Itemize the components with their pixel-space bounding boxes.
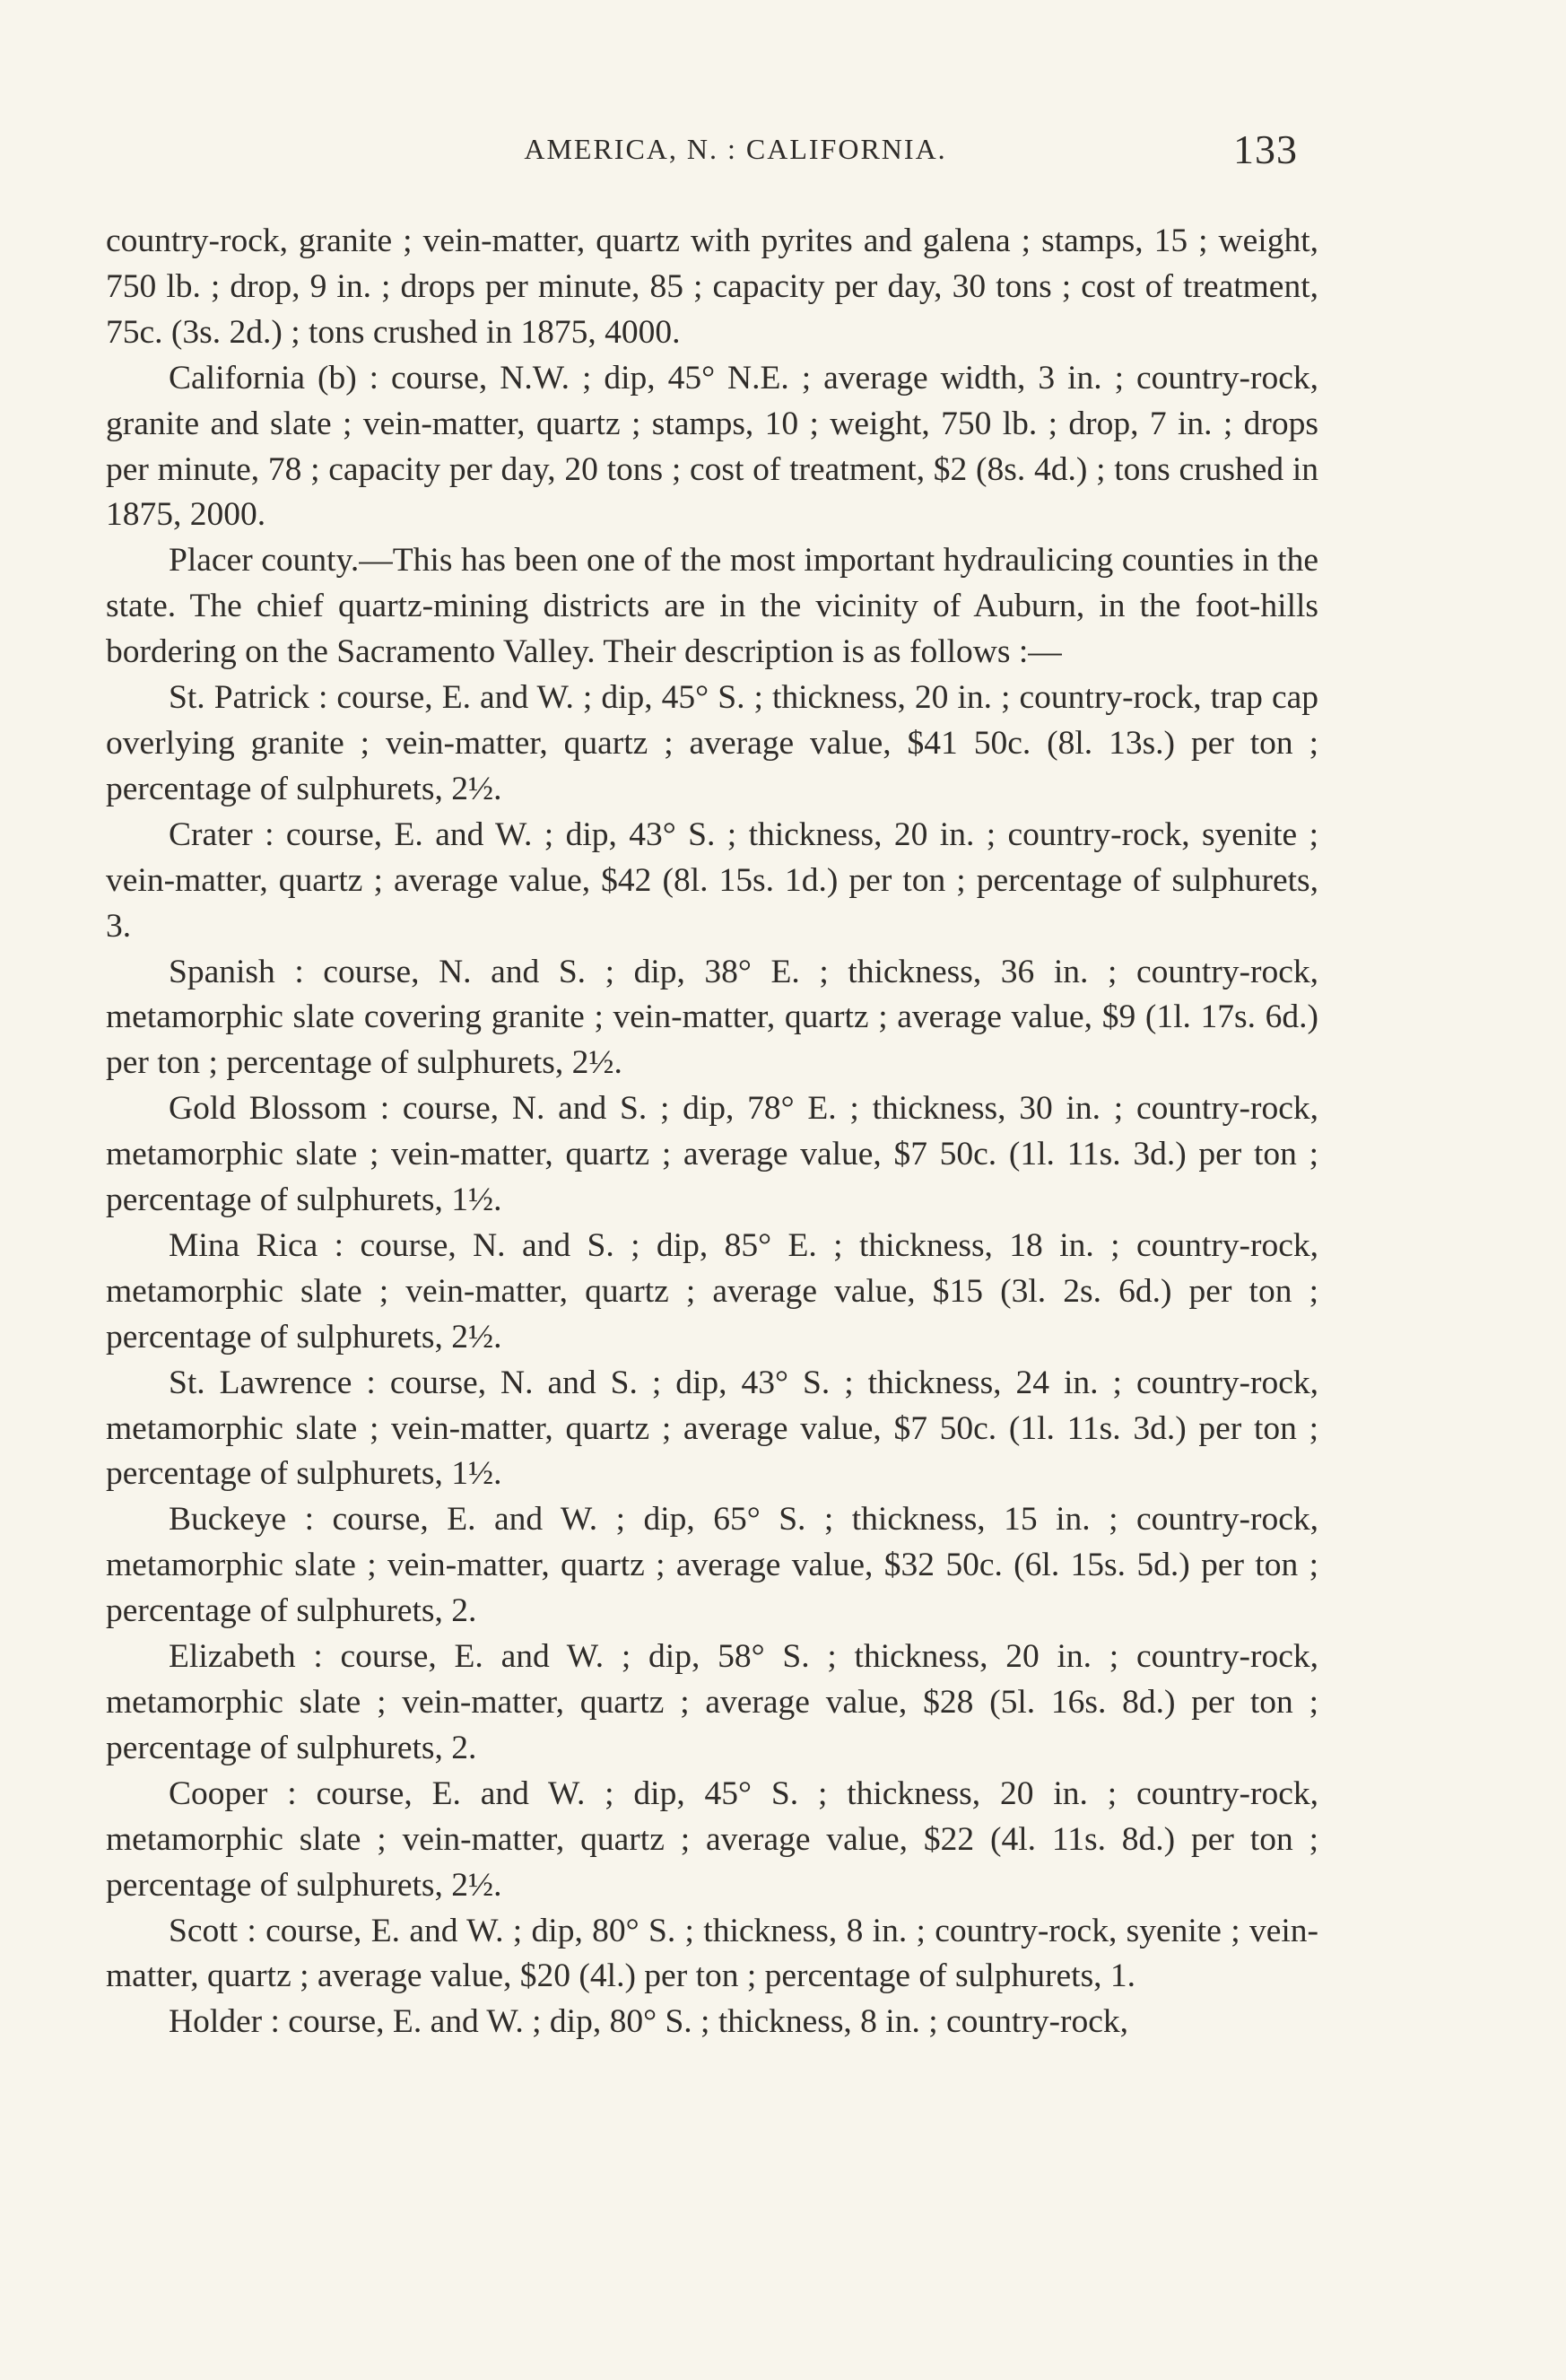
paragraph-elizabeth: Elizabeth : course, E. and W. ; dip, 58° S. ; thickness, 20 in. ; country-rock, metamorphic slate ; vein-matter, quartz ; average value, $28 (5l. 16s. 8d.) per ton ; percentage of sulphurets, 2. [106,1638,1318,1766]
paragraph-holder: Holder : course, E. and W. ; dip, 80° S. ; thickness, 8 in. ; country-rock, [169,2003,1129,2041]
paragraph-mina-rica: Mina Rica : course, N. and S. ; dip, 85° E. ; thickness, 18 in. ; country-rock, metamorphic slate ; vein-matter, quartz ; average value, $15 (3l. 2s. 6d.) per ton ; percentage of sulphurets, 2½. [106,1226,1318,1356]
paragraph-scott: Scott : course, E. and W. ; dip, 80° S. ; thickness, 8 in. ; country-rock, syenite ; vein-matter, quartz ; average value, $20 (4l.) per ton ; percentage of sulphurets, 1. [106,1912,1318,1995]
paragraph-buckeye: Buckeye : course, E. and W. ; dip, 65° S. ; thickness, 15 in. ; country-rock, metamorphic slate ; vein-matter, quartz ; average value, $32 50c. (6l. 15s. 5d.) per ton ; percentage of sulphurets, 2. [106,1501,1318,1630]
paragraph-st-patrick: St. Patrick : course, E. and W. ; dip, 45° S. ; thickness, 20 in. ; country-rock, trap cap overlying granite ; vein-matter, quartz ; average value, $41 50c. (8l. 13s.) per ton ; percentage of sulphurets, 2½. [106,679,1318,807]
paragraph-continuation: country-rock, granite ; vein-matter, quartz with pyrites and galena ; stamps, 15 ; weight, 750 lb. ; drop, 9 in. ; drops per minute, 85 ; capacity per day, 30 tons ; cost of treatment, 75c. (3s. 2d.) ; tons crushed in 1875, 4000. [106,222,1318,351]
paragraph-st-lawrence: St. Lawrence : course, N. and S. ; dip, 43° S. ; thickness, 24 in. ; country-rock, metamorphic slate ; vein-matter, quartz ; average value, $7 50c. (1l. 11s. 3d.) per ton ; percentage of sulphurets, 1½. [106,1364,1318,1493]
paragraph-spanish: Spanish : course, N. and S. ; dip, 38° E. ; thickness, 36 in. ; country-rock, metamorphic slate covering granite ; vein-matter, quartz ; average value, $9 (1l. 17s. 6d.) per ton ; percentage of sulphurets, 2½. [106,953,1318,1082]
running-title: AMERICA, N. : CALIFORNIA. [524,133,947,165]
paragraph-crater: Crater : course, E. and W. ; dip, 43° S. ; thickness, 20 in. ; country-rock, syenite ; vein-matter, quartz ; average value, $42 (8l. 15s. 1d.) per ton ; percentage of sulphurets, 3. [106,815,1318,945]
paragraph-cooper: Cooper : course, E. and W. ; dip, 45° S. ; thickness, 20 in. ; country-rock, metamorphic slate ; vein-matter, quartz ; average value, $22 (4l. 11s. 8d.) per ton ; percentage of sulphurets, 2½. [106,1774,1318,1904]
body-text [106,219,1318,2045]
paragraph-gold-blossom: Gold Blossom : course, N. and S. ; dip, 78° E. ; thickness, 30 in. ; country-rock, metamorphic slate ; vein-matter, quartz ; average value, $7 50c. (1l. 11s. 3d.) per ton ; percentage of sulphurets, 1½. [106,1090,1318,1219]
page-number: 133 [1233,126,1298,172]
paragraph-california-b: California (b) : course, N.W. ; dip, 45° N.E. ; average width, 3 in. ; country-rock, granite and slate ; vein-matter, quartz ; stamps, 10 ; weight, 750 lb. ; drop, 7 in. ; drops per minute, 78 ; capacity per day, 20 tons ; cost of treatment, $2 (8s. 4d.) ; tons crushed in 1875, 2000. [106,359,1318,534]
paragraph-placer-county: Placer county.—This has been one of the most important hydraulicing counties in the state. The chief quartz-mining districts are in the vicinity of Auburn, in the foot-hills bordering on the Sacramento Valley. Their description is as follows :— [106,542,1318,671]
